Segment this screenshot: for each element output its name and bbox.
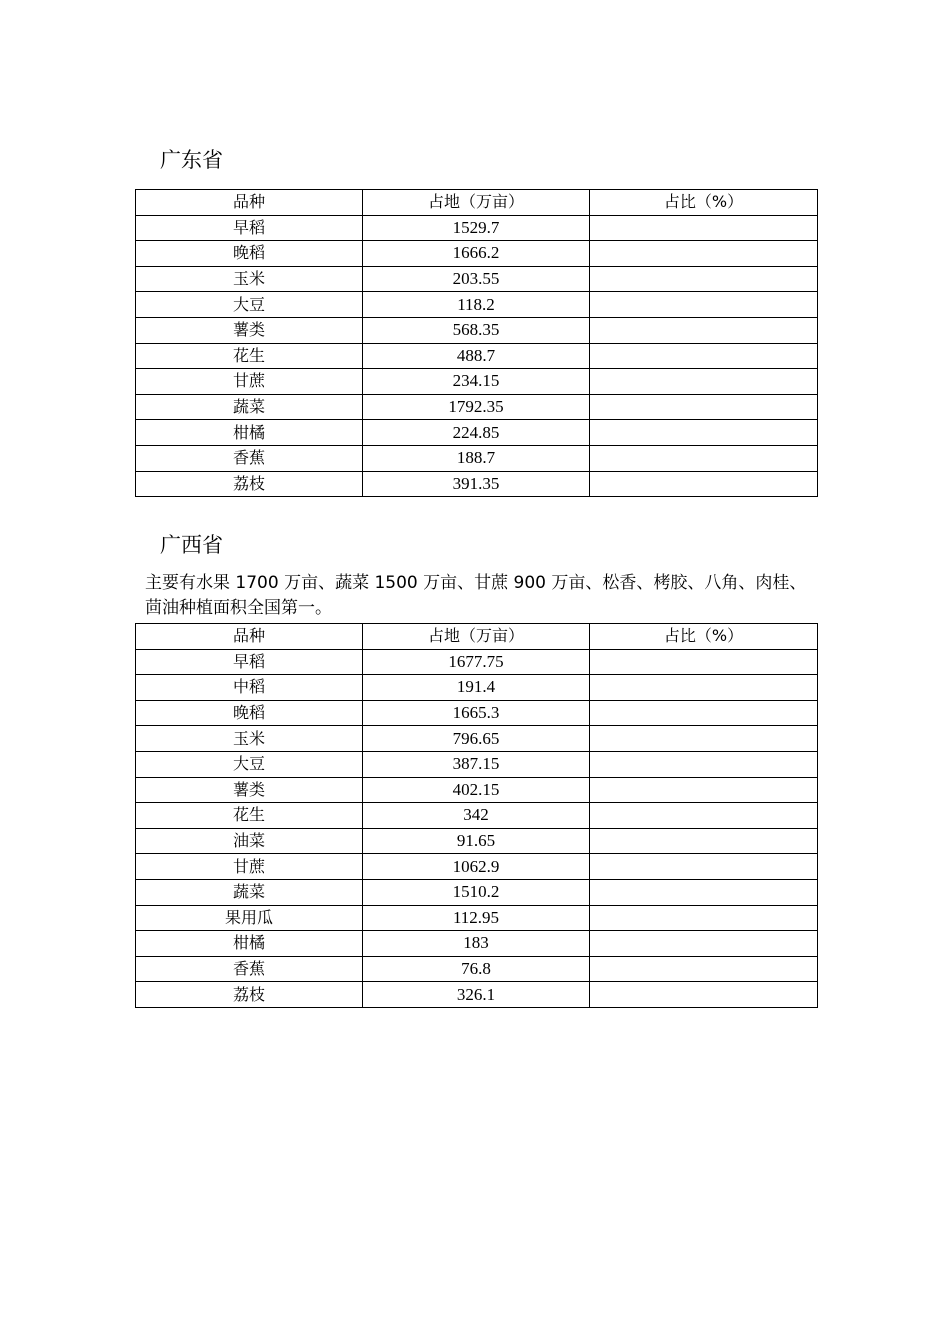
table-row (136, 471, 818, 497)
cell-crop: 早稻 (136, 649, 363, 675)
table-row (136, 777, 818, 803)
cell-crop: 大豆 (136, 292, 363, 318)
cell-share (590, 675, 818, 701)
cell-share (590, 777, 818, 803)
cell-area: 203.55 (363, 266, 590, 292)
cell-crop: 花生 (136, 343, 363, 369)
cell-crop: 蔬菜 (136, 879, 363, 905)
cell-area: 76.8 (363, 956, 590, 982)
cell-share (590, 649, 818, 675)
cell-share (590, 726, 818, 752)
cell-area: 118.2 (363, 292, 590, 318)
cell-share (590, 369, 818, 395)
cell-area: 1665.3 (363, 700, 590, 726)
cell-crop: 晚稻 (136, 241, 363, 267)
table-row (136, 931, 818, 957)
cell-crop: 甘蔗 (136, 369, 363, 395)
crop-table-guangdong (135, 189, 818, 497)
header-area: 占地（万亩） (363, 190, 590, 216)
table-row (136, 726, 818, 752)
table-row (136, 675, 818, 701)
table-row (136, 343, 818, 369)
cell-crop: 柑橘 (136, 420, 363, 446)
cell-area: 1062.9 (363, 854, 590, 880)
table-body (136, 649, 818, 1007)
section-title-guangdong: 广东省 (160, 148, 223, 172)
section-title-guangxi: 广西省 (160, 533, 223, 557)
table-row (136, 445, 818, 471)
crop-table-guangxi (135, 623, 818, 1008)
table-body (136, 215, 818, 497)
table-row (136, 956, 818, 982)
header-crop: 品种 (136, 190, 363, 216)
cell-area: 224.85 (363, 420, 590, 446)
guangxi-intro-paragraph: 主要有水果 1700 万亩、蔬菜 1500 万亩、甘蔗 900 万亩、松香、栲胶、八角、肉桂、茴油种植面积全国第一。 (145, 573, 807, 618)
cell-share (590, 854, 818, 880)
cell-area: 1529.7 (363, 215, 590, 241)
cell-area: 402.15 (363, 777, 590, 803)
cell-share (590, 420, 818, 446)
cell-crop: 玉米 (136, 266, 363, 292)
cell-share (590, 471, 818, 497)
cell-crop: 中稻 (136, 675, 363, 701)
cell-share (590, 445, 818, 471)
cell-share (590, 266, 818, 292)
cell-area: 1666.2 (363, 241, 590, 267)
cell-area: 387.15 (363, 751, 590, 777)
cell-area: 1510.2 (363, 879, 590, 905)
table-row (136, 700, 818, 726)
table-row (136, 879, 818, 905)
table-row (136, 854, 818, 880)
cell-share (590, 241, 818, 267)
cell-crop: 香蕉 (136, 956, 363, 982)
cell-area: 234.15 (363, 369, 590, 395)
table-row (136, 420, 818, 446)
cell-share (590, 343, 818, 369)
cell-crop: 薯类 (136, 777, 363, 803)
cell-crop: 荔枝 (136, 471, 363, 497)
cell-crop: 花生 (136, 803, 363, 829)
table-row (136, 905, 818, 931)
cell-area: 568.35 (363, 317, 590, 343)
cell-share (590, 215, 818, 241)
header-crop: 品种 (136, 624, 363, 650)
cell-share (590, 751, 818, 777)
table-header-row (136, 624, 818, 650)
cell-area: 183 (363, 931, 590, 957)
cell-share (590, 700, 818, 726)
table-row (136, 803, 818, 829)
cell-share (590, 956, 818, 982)
cell-crop: 荔枝 (136, 982, 363, 1008)
cell-area: 1677.75 (363, 649, 590, 675)
header-area: 占地（万亩） (363, 624, 590, 650)
cell-crop: 晚稻 (136, 700, 363, 726)
cell-area: 796.65 (363, 726, 590, 752)
header-share: 占比（%） (590, 624, 818, 650)
cell-crop: 香蕉 (136, 445, 363, 471)
cell-area: 326.1 (363, 982, 590, 1008)
table-row (136, 828, 818, 854)
cell-share (590, 394, 818, 420)
cell-area: 391.35 (363, 471, 590, 497)
cell-share (590, 879, 818, 905)
table-row (136, 369, 818, 395)
table-header-row (136, 190, 818, 216)
cell-share (590, 931, 818, 957)
cell-crop: 蔬菜 (136, 394, 363, 420)
header-share: 占比（%） (590, 190, 818, 216)
cell-crop: 早稻 (136, 215, 363, 241)
table-row (136, 292, 818, 318)
table-row (136, 241, 818, 267)
cell-share (590, 905, 818, 931)
cell-crop: 油菜 (136, 828, 363, 854)
cell-crop: 柑橘 (136, 931, 363, 957)
cell-share (590, 828, 818, 854)
table-row (136, 982, 818, 1008)
cell-share (590, 317, 818, 343)
cell-crop: 大豆 (136, 751, 363, 777)
cell-area: 112.95 (363, 905, 590, 931)
cell-area: 91.65 (363, 828, 590, 854)
cell-area: 488.7 (363, 343, 590, 369)
cell-share (590, 982, 818, 1008)
cell-area: 191.4 (363, 675, 590, 701)
cell-crop: 甘蔗 (136, 854, 363, 880)
table-row (136, 751, 818, 777)
cell-area: 188.7 (363, 445, 590, 471)
cell-share (590, 292, 818, 318)
table-row (136, 215, 818, 241)
cell-crop: 果用瓜 (136, 905, 363, 931)
cell-share (590, 803, 818, 829)
table-row (136, 649, 818, 675)
cell-crop: 薯类 (136, 317, 363, 343)
table-row (136, 394, 818, 420)
cell-area: 342 (363, 803, 590, 829)
cell-area: 1792.35 (363, 394, 590, 420)
table-row (136, 266, 818, 292)
cell-crop: 玉米 (136, 726, 363, 752)
table-row (136, 317, 818, 343)
